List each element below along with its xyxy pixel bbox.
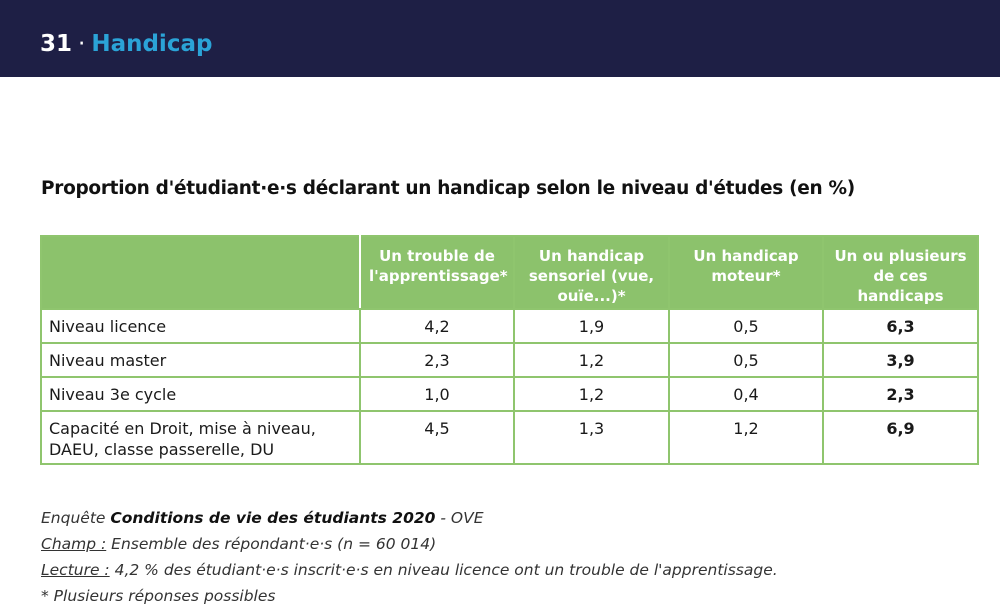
champ-text: Ensemble des répondant·e·s (n = 60 014) [106,535,437,553]
table-row [41,411,978,464]
table-header-row [41,236,978,309]
notes-block [41,505,778,609]
page-number: 31 [40,31,73,57]
header-separator: · [78,31,86,57]
source-note [41,505,778,531]
column-header: Un trouble de l'apprentissage* [360,236,514,309]
table-cell: 4,5 [360,411,514,464]
lecture-label: Lecture : [41,561,110,579]
table-cell: 1,0 [360,377,514,411]
table-title: Proportion d'étudiant·e·s déclarant un handicap selon le niveau d'études (en %) [41,178,855,199]
table-cell-total: 6,3 [823,309,978,343]
row-label: Niveau 3e cycle [41,377,360,411]
table-cell: 4,2 [360,309,514,343]
row-label-line: Capacité en Droit, mise à niveau, [49,419,316,438]
lecture-text: 4,2 % des étudiant·e·s inscrit·e·s en niveau licence ont un trouble de l'apprentissage. [109,561,778,579]
champ-note [41,531,778,557]
table-cell: 2,3 [360,343,514,377]
table-cell: 0,4 [669,377,823,411]
row-label [41,411,360,464]
row-label-line: DAEU, classe passerelle, DU [49,440,275,459]
table-row [41,343,978,377]
table-cell: 0,5 [669,309,823,343]
table-corner-cell [41,236,360,309]
table-row [41,309,978,343]
row-label: Niveau master [41,343,360,377]
section-title: Handicap [91,31,213,57]
champ-label: Champ : [41,535,107,553]
column-header: Un ou plusieurs de ces handicaps [823,236,978,309]
column-header: Un handicap sensoriel (vue, ouïe...)* [514,236,669,309]
table-cell: 1,2 [669,411,823,464]
table-cell: 1,3 [514,411,669,464]
data-table [40,235,979,465]
table-row [41,377,978,411]
table-cell: 1,2 [514,343,669,377]
table-cell: 1,9 [514,309,669,343]
column-header: Un handicap moteur* [669,236,823,309]
table-cell: 0,5 [669,343,823,377]
table-cell-total: 2,3 [823,377,978,411]
page-header [40,28,212,60]
row-label: Niveau licence [41,309,360,343]
source-prefix: Enquête [41,509,111,527]
table-cell-total: 3,9 [823,343,978,377]
lecture-note [41,557,778,583]
table-cell: 1,2 [514,377,669,411]
footnote: * Plusieurs réponses possibles [41,587,276,605]
source-title: Conditions de vie des étudiants 2020 [110,509,436,527]
source-suffix: - OVE [435,509,484,527]
table-cell-total: 6,9 [823,411,978,464]
